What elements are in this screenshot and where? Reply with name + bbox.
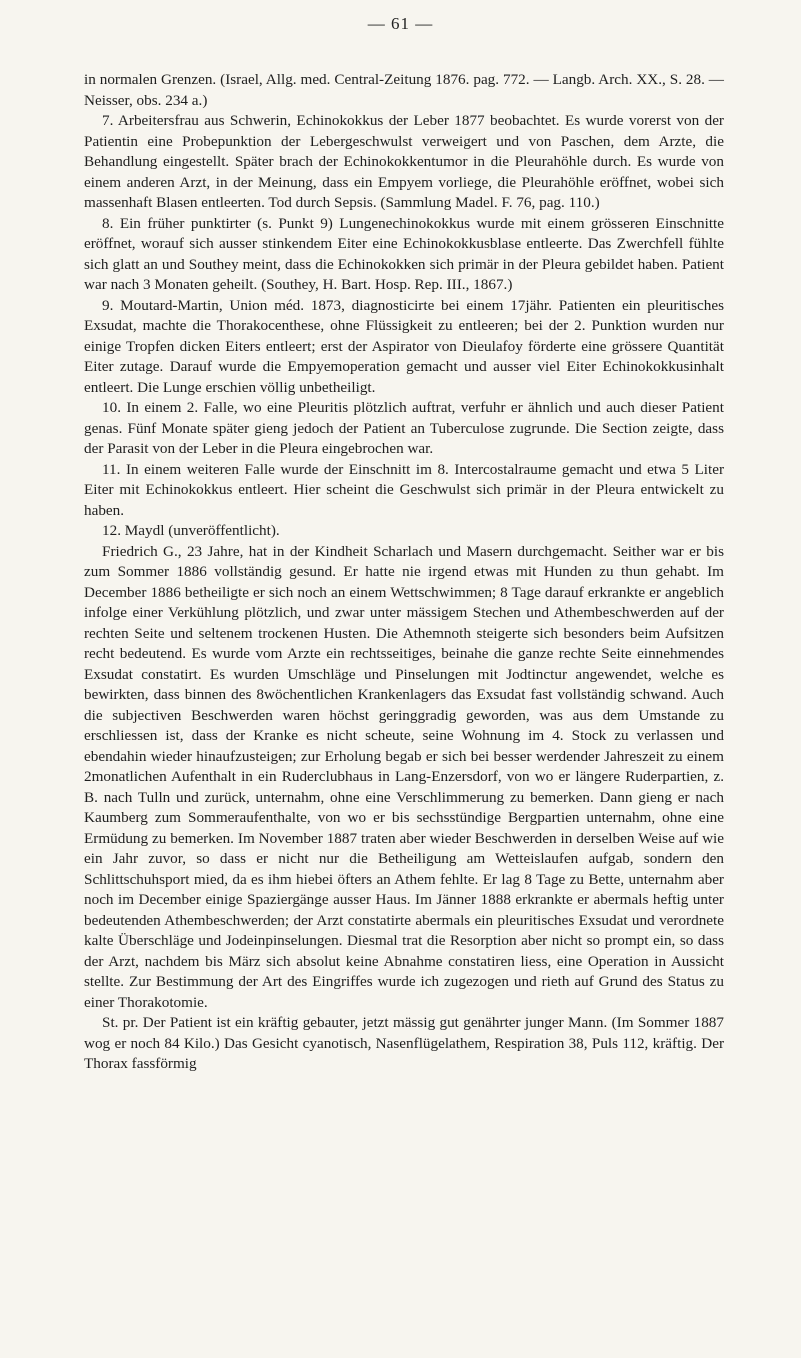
paragraph-case-10: 10. In einem 2. Falle, wo eine Pleuritis plötzlich auftrat, verfuhr er ähnlich und auch dieser Patient genas. Fünf Monate später gieng jedoch der Patient an Tuberculose zugrunde. Die Section zeigte, dass der Parasit von der Leber in die Pleura eingebrochen war. <box>84 399 724 457</box>
page-number: — 61 — <box>367 14 434 33</box>
paragraph-case-11: 11. In einem weiteren Falle wurde der Einschnitt im 8. Intercostalraume gemacht und etwa 5 Liter Eiter mit Echinokokkus entleert. Hier scheint die Geschwulst sich primär in der Pleura entwickelt zu haben. <box>84 460 724 519</box>
paragraph-continuation: in normalen Grenzen. (Israel, Allg. med. Central-Zeitung 1876. pag. 772. — Langb. Arch. XX., S. 28. — Neisser, obs. 234 a.) <box>84 71 724 109</box>
paragraph-case-history: Friedrich G., 23 Jahre, hat in der Kindheit Scharlach und Masern durchgemacht. Seither war er bis zum Sommer 1886 vollständig gesund. Er hatte nie irgend etwas mit Hunden zu thun gehabt. Im December 1886 betheiligte er sich noch an einem Wettschwimmen; 8 Tage darauf erkrankte er angeblich infolge einer Verkühlung plötzlich, und zwar unter mässigem Stechen und Athembeschwerden auf der rechten Seite und seltenem trockenen Husten. Die Athemnoth steigerte sich besonders beim Aufsitzen recht bedeutend. Es wurde vom Arzte ein rechtsseitiges, beinahe die ganze rechte Seite einnehmendes Exsudat constatirt. Es wurden Umschläge und Pinselungen mit Jodtinctur angewendet, welche es bewirkten, dass binnen des 8wöchentlichen Krankenlagers das Exsudat fast vollständig schwand. Auch die subjectiven Beschwerden waren höchst geringgradig geworden, was aus dem Umstande zu erschliessen ist, dass der Kranke es nicht scheute, seine Wohnung im 4. Stock zu verlassen und ebendahin wieder hinaufzusteigen; zur Erholung begab er sich bei besser werdender Jahreszeit zu einem 2monatlichen Aufenthalt in ein Ruderclubhaus in Lang-Enzersdorf, von wo er längere Ruderpartien, z. B. nach Tulln und zurück, unternahm, ohne eine Verschlimmerung zu bemerken. Dann gieng er nach Kaumberg zum Sommeraufenthalte, von wo er bis sechsstündige Bergpartien unternahm, ohne eine Ermüdung zu bemerken. Im November 1887 traten aber wieder Beschwerden in derselben Weise auf wie ein Jahr zuvor, so dass er nicht nur die Betheiligung am Wetteislaufen aufgab, sondern den Schlittschuhsport mied, da es ihm hiebei öfters an Athem fehlte. Er lag 8 Tage zu Bette, unternahm aber noch im December einige Spaziergänge ausser Haus. Im Jänner 1888 erkrankte er abermals heftig unter bedeutenden Athembeschwerden; der Arzt constatirte abermals ein pleuritisches Exsudat und verordnete kalte Überschläge und Jodeinpinselungen. Diesmal trat die Resorption aber nicht so prompt ein, so dass der Arzt, nachdem bis März sich absolut keine Abnahme constatiren liess, eine Operation in Aussicht stellte. Zur Bestimmung der Art des Eingriffes wurde ich zugezogen und rieth auf Grund des Status zu einer Thorakotomie. <box>84 542 724 1011</box>
paragraph-case-7: 7. Arbeitersfrau aus Schwerin, Echinokokkus der Leber 1877 beobachtet. Es wurde vorerst von der Patientin eine Probepunktion der Lebergeschwulst verweigert und von Paschen, dem Arzte, die Behandlung eingestellt. Später brach der Echinokokkentumor in die Pleurahöhle durch. Es wurde von einem anderen Arzt, in der Meinung, dass ein Empyem vorliege, die Pleurahöhle eröffnet, wobei sich massenhaft Blasen entleerten. Tod durch Sepsis. (Sammlung Madel. F. 76, pag. 110.) <box>84 112 724 211</box>
paragraph-status-praesens: St. pr. Der Patient ist ein kräftig gebauter, jetzt mässig gut genährter junger Mann. (Im Sommer 1887 wog er noch 84 Kilo.) Das Gesicht cyanotisch, Nasenflügelathem, Respiration 38, Puls 112, kräftig. Der Thorax fassförmig <box>84 1014 724 1072</box>
paragraph-case-8: 8. Ein früher punktirter (s. Punkt 9) Lungenechinokokkus wurde mit einem grösseren Einschnitte eröffnet, worauf sich ausser stinkendem Eiter eine Echinokokkusblase entleerte. Das Zwerchfell fühlte sich glatt an und Southey meint, dass die Echinokokken sich primär in der Pleura gebildet haben. Patient war nach 3 Monaten geheilt. (Southey, H. Bart. Hosp. Rep. III., 1867.) <box>84 214 724 293</box>
body-text <box>84 70 724 1075</box>
paragraph-case-9: 9. Moutard-Martin, Union méd. 1873, diagnosticirte bei einem 17jähr. Patienten ein pleuritisches Exsudat, machte die Thorakocenthese, ohne Flüssigkeit zu entleeren; bei der 2. Punktion wurden nur einige Tropfen dicken Eiters entleert; erst der Aspirator von Dieulafoy förderte eine grössere Quantität Eiter zutage. Darauf wurde die Empyemoperation gemacht und ausser viel Eiter Echinokokkusinhalt entleert. Die Lunge erschien völlig unbetheiligt. <box>84 296 724 396</box>
paragraph-case-12: 12. Maydl (unveröffentlicht). <box>102 522 280 539</box>
